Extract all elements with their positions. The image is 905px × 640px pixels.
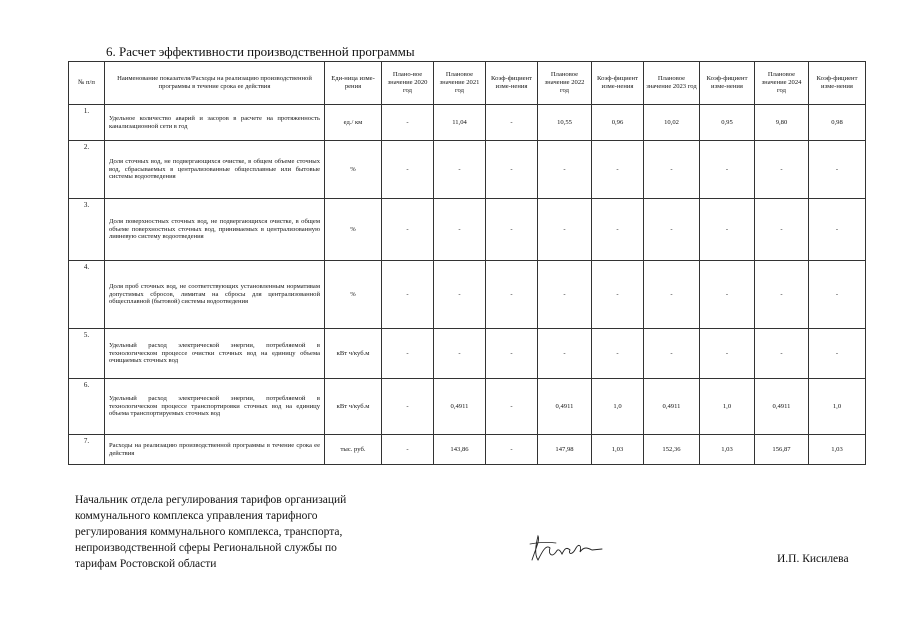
value-cell: - [809, 329, 866, 379]
value-cell: - [700, 141, 755, 199]
value-cell: - [538, 329, 592, 379]
column-header: Плано-вое значение 2020 год [382, 62, 434, 105]
value-cell: 143,86 [434, 435, 486, 465]
value-cell: - [434, 329, 486, 379]
column-header: Коэф-фициент изме-нения [809, 62, 866, 105]
table-header-row [69, 62, 866, 105]
table-row [69, 329, 866, 379]
value-cell: - [592, 199, 644, 261]
value-cell: 156,87 [755, 435, 809, 465]
unit-cell: ед./ км [325, 105, 382, 141]
indicator-name: Доля поверхностных сточных вод, не подвергающихся очистке, в общем объеме поверхностных сточных вод, принимаемых в централизованную ливневую систему водоотведения [105, 199, 325, 261]
value-cell: - [755, 199, 809, 261]
value-cell: - [644, 329, 700, 379]
table-row [69, 379, 866, 435]
value-cell: - [809, 199, 866, 261]
value-cell: - [486, 199, 538, 261]
value-cell: - [644, 199, 700, 261]
value-cell: - [382, 141, 434, 199]
indicator-name: Расходы на реализацию производственной программы в течение срока ее действия [105, 435, 325, 465]
value-cell: - [382, 261, 434, 329]
table-row [69, 105, 866, 141]
column-header: Плановое значение 2021 год [434, 62, 486, 105]
value-cell: - [382, 379, 434, 435]
section-title: 6. Расчет эффективности производственной программы [106, 44, 415, 59]
value-cell: 152,36 [644, 435, 700, 465]
row-number: 3. [69, 199, 105, 261]
indicator-name: Доля проб сточных вод, не соответствующих установленным нормативам допустимых сбросов, лимитам на сбросы для централизованной общесплавной (бытовой) системы водоотведения [105, 261, 325, 329]
unit-cell: тыс. руб. [325, 435, 382, 465]
table-row [69, 141, 866, 199]
value-cell: - [700, 199, 755, 261]
value-cell: 0,4911 [755, 379, 809, 435]
column-header: Плановое значение 2024 год [755, 62, 809, 105]
signer-name: И.П. Кисилева [777, 553, 849, 565]
value-cell: - [434, 261, 486, 329]
row-number: 5. [69, 329, 105, 379]
value-cell: 0,4911 [434, 379, 486, 435]
unit-cell: % [325, 261, 382, 329]
row-number: 1. [69, 105, 105, 141]
column-header: Наименование показателя/Расходы на реализацию производственной программы в течение срока ее действия [105, 62, 325, 105]
column-header: Плановое значение 2022 год [538, 62, 592, 105]
efficiency-table [68, 61, 866, 465]
row-number: 2. [69, 141, 105, 199]
column-header: Коэф-фициент изме-нения [700, 62, 755, 105]
value-cell: - [538, 199, 592, 261]
value-cell: - [486, 379, 538, 435]
row-number: 6. [69, 379, 105, 435]
value-cell: - [755, 141, 809, 199]
indicator-name: Удельное количество аварий и засоров в расчете на протяженность канализационной сети в год [105, 105, 325, 141]
value-cell: 1,0 [700, 379, 755, 435]
value-cell: - [382, 435, 434, 465]
column-header: Еди-ница изме-рения [325, 62, 382, 105]
value-cell: - [434, 199, 486, 261]
signature-image [526, 530, 606, 568]
value-cell: 9,80 [755, 105, 809, 141]
table-body [69, 105, 866, 465]
indicator-name: Удельный расход электрической энергии, потребляемой в технологическом процессе транспортировки сточных вод на единицу объема транспортируемых сточных вод [105, 379, 325, 435]
value-cell: - [486, 141, 538, 199]
value-cell: - [382, 199, 434, 261]
value-cell: - [382, 329, 434, 379]
column-header: Плановое значение 2023 год [644, 62, 700, 105]
value-cell: 147,98 [538, 435, 592, 465]
signer-position: Начальник отдела регулирования тарифов организаций коммунального комплекса управления тарифного регулирования коммунального комплекса, транспорта, непроизводственной сферы Региональной службы по тарифам Ростовской области [75, 494, 347, 570]
value-cell: - [700, 329, 755, 379]
value-cell: 0,4911 [644, 379, 700, 435]
value-cell: - [486, 329, 538, 379]
unit-cell: кВт ч/куб.м [325, 379, 382, 435]
column-header: № п/п [69, 62, 105, 105]
value-cell: 0,98 [809, 105, 866, 141]
row-number: 7. [69, 435, 105, 465]
value-cell: - [486, 105, 538, 141]
table-row [69, 199, 866, 261]
value-cell: - [538, 141, 592, 199]
value-cell: 0,95 [700, 105, 755, 141]
value-cell: - [755, 329, 809, 379]
value-cell: - [592, 141, 644, 199]
value-cell: - [592, 261, 644, 329]
value-cell: - [486, 261, 538, 329]
value-cell: - [434, 141, 486, 199]
value-cell: - [809, 141, 866, 199]
indicator-name: Доля сточных вод, не подвергающихся очистке, в общем объеме сточных вод, сбрасываемых в централизованные общесплавные или бытовые системы водоотведения [105, 141, 325, 199]
value-cell: - [592, 329, 644, 379]
indicator-name: Удельный расход электрической энергии, потребляемой в технологическом процессе очистки сточных вод на единицу объема очищаемых сточных вод [105, 329, 325, 379]
unit-cell: % [325, 141, 382, 199]
row-number: 4. [69, 261, 105, 329]
value-cell: - [538, 261, 592, 329]
value-cell: 0,96 [592, 105, 644, 141]
value-cell: - [755, 261, 809, 329]
value-cell: 0,4911 [538, 379, 592, 435]
value-cell: 1,03 [809, 435, 866, 465]
value-cell: 10,02 [644, 105, 700, 141]
table-row [69, 261, 866, 329]
value-cell: 1,0 [592, 379, 644, 435]
unit-cell: кВт ч/куб.м [325, 329, 382, 379]
column-header: Коэф-фициент изме-нения [592, 62, 644, 105]
value-cell: 1,03 [592, 435, 644, 465]
value-cell: - [700, 261, 755, 329]
value-cell: - [809, 261, 866, 329]
value-cell: - [644, 261, 700, 329]
value-cell: 1,03 [700, 435, 755, 465]
unit-cell: % [325, 199, 382, 261]
column-header: Коэф-фициент изме-нения [486, 62, 538, 105]
value-cell: - [644, 141, 700, 199]
value-cell: - [486, 435, 538, 465]
table-row [69, 435, 866, 465]
value-cell: - [382, 105, 434, 141]
value-cell: 1,0 [809, 379, 866, 435]
value-cell: 11,04 [434, 105, 486, 141]
value-cell: 10,55 [538, 105, 592, 141]
